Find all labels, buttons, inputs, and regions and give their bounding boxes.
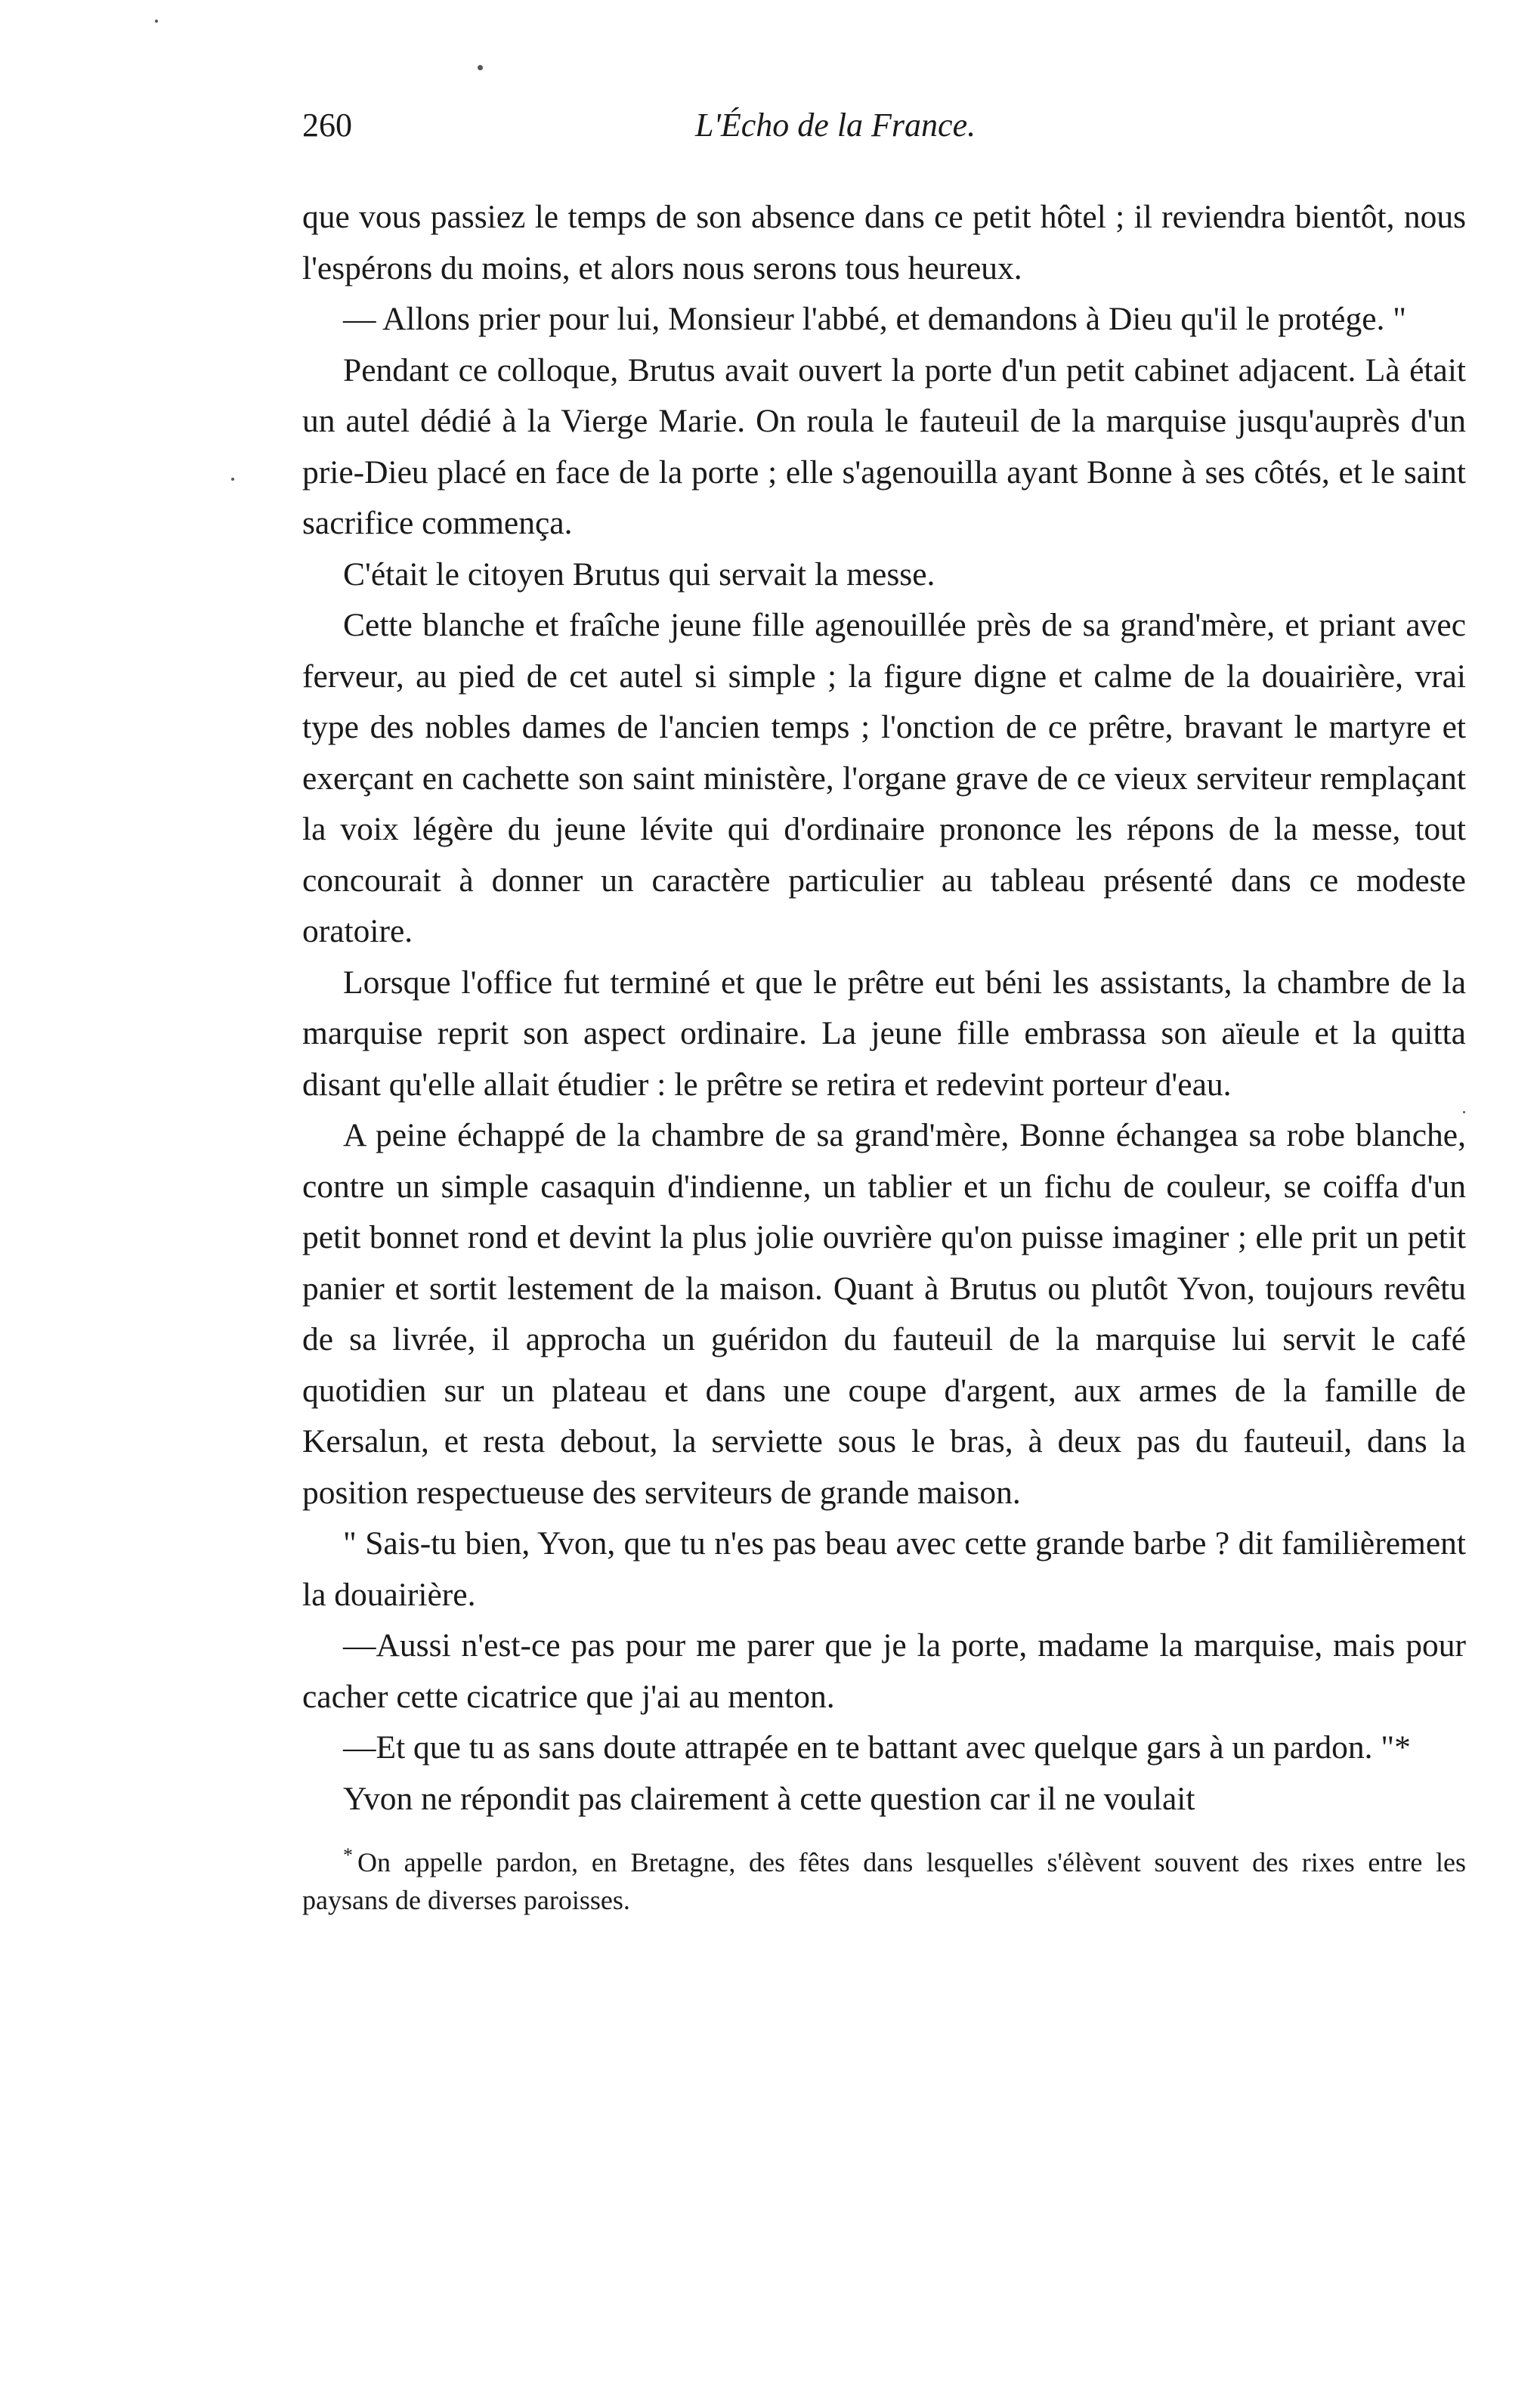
running-title: L'Écho de la France. (695, 107, 976, 144)
paragraph: " Sais-tu bien, Yvon, que tu n'es pas beau avec cette grande barbe ? dit familièrement la douairière. (302, 1525, 1466, 1613)
page-number: 260 (302, 107, 352, 144)
print-speck (478, 65, 483, 70)
footnote (302, 1837, 1466, 1919)
paragraph: C'était le citoyen Brutus qui servait la messe. (343, 556, 935, 593)
paragraph: A peine échappé de la chambre de sa grand'mère, Bonne échangea sa robe blanche, contre un simple casaquin d'indienne, un tablier et un fichu de couleur, se coiffa d'un petit bonnet rond et devint la plus jolie ouvrière qu'on puisse imaginer ; elle prit un petit panier et sortit lestement de la maison. Quant à Brutus ou plutôt Yvon, toujours revêtu de sa livrée, il approcha un guéridon du fauteuil de la marquise lui servit le café quotidien sur un plateau et dans une coupe d'argent, aux armes de la famille de Kersalun, et resta debout, la serviette sous le bras, à deux pas du fauteuil, dans la position respectueuse des serviteurs de grande maison. (302, 1117, 1466, 1511)
paragraph: — Allons prier pour lui, Monsieur l'abbé, et demandons à Dieu qu'il le protége. " (343, 301, 1407, 337)
paragraph: —Et que tu as sans doute attrapée en te battant avec quelque gars à un pardon. "* (343, 1729, 1411, 1766)
footnote-mark: * (343, 1844, 353, 1866)
print-speck (231, 478, 234, 481)
print-speck (155, 20, 158, 23)
paragraph: Lorsque l'office fut terminé et que le prêtre eut béni les assistants, la chambre de la marquise reprit son aspect ordinaire. La jeune fille embrassa son aïeule et la quitta disant qu'elle allait étudier : le prêtre se retira et redevint porteur d'eau. (302, 964, 1466, 1103)
body-text (302, 192, 1466, 1825)
paragraph: Cette blanche et fraîche jeune fille agenouillée près de sa grand'mère, et priant avec ferveur, au pied de cet autel si simple ; la figure digne et calme de la douairière, vrai type des nobles dames de l'ancien temps ; l'onction de ce prêtre, bravant le martyre et exerçant en cachette son saint ministère, l'organe grave de ce vieux serviteur remplaçant la voix légère du jeune lévite qui d'ordinaire prononce les répons de la messe, tout concourait à donner un caractère particulier au tableau présenté dans ce modeste oratoire. (302, 607, 1466, 949)
running-head (302, 106, 1466, 166)
footnote-text: On appelle pardon, en Bretagne, des fêtes dans lesquelles s'élèvent souvent des rixes entre les paysans de diverses paroisses. (302, 1847, 1466, 1915)
book-page (302, 106, 1466, 1919)
paragraph: Pendant ce colloque, Brutus avait ouvert la porte d'un petit cabinet adjacent. Là était un autel dédié à la Vierge Marie. On roula le fauteuil de la marquise jusqu'auprès d'un prie-Dieu placé en face de la porte ; elle s'agenouilla ayant Bonne à ses côtés, et le saint sacrifice commença. (302, 351, 1466, 541)
paragraph: que vous passiez le temps de son absence dans ce petit hôtel ; il reviendra bientôt, nous l'espérons du moins, et alors nous serons tous heureux. (302, 199, 1466, 286)
paragraph: Yvon ne répondit pas clairement à cette question car il ne voulait (343, 1780, 1195, 1817)
paragraph: —Aussi n'est-ce pas pour me parer que je la porte, madame la marquise, mais pour cacher cette cicatrice que j'ai au menton. (302, 1627, 1466, 1715)
